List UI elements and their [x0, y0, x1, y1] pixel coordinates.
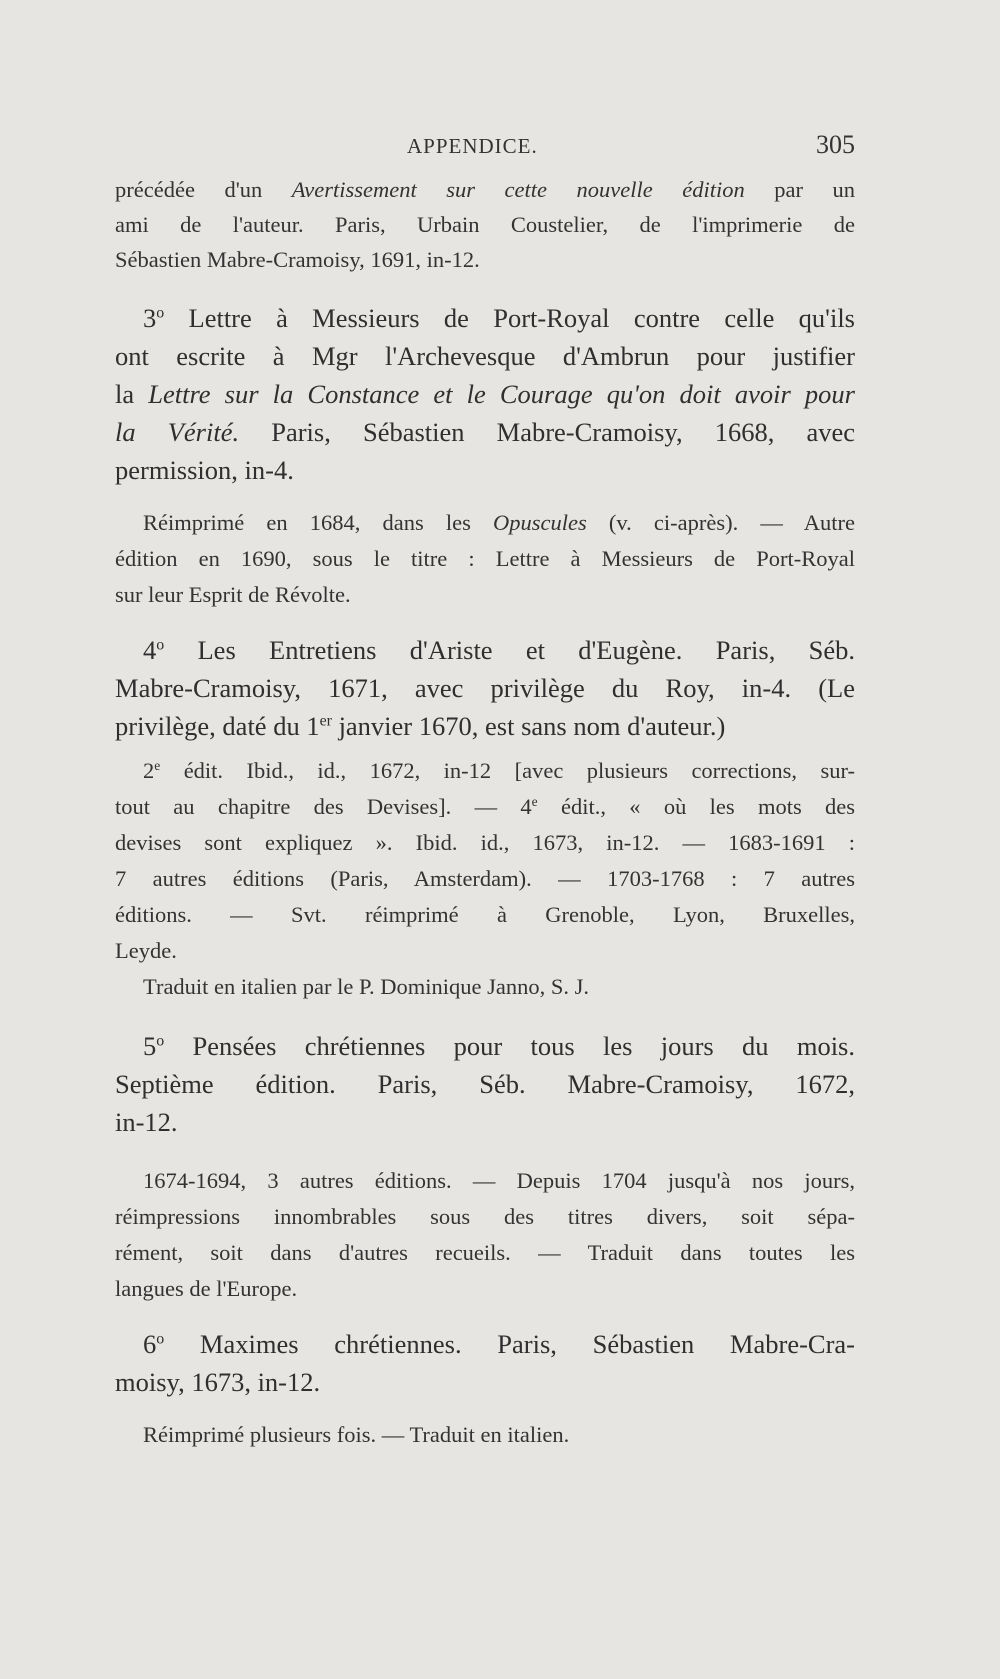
text-line: 1674-1694, 3 autres éditions. — Depuis 1704 jusqu'à nos jours, — [143, 1168, 855, 1193]
text-line — [115, 375, 855, 413]
running-head: APPENDICE. — [407, 134, 538, 158]
text-line: ont escrite à Mgr l'Archevesque d'Ambrun pour justifier — [115, 341, 855, 371]
text-span: Maximes chrétiennes. Paris, Sébastien Mabre-Cra- — [164, 1329, 855, 1359]
italic-title: Opuscules — [493, 510, 587, 535]
text-line — [115, 753, 855, 789]
spacer — [115, 613, 855, 631]
text-line: 7 autres éditions (Paris, Amsterdam). — 1703-1768 : 7 autres — [115, 866, 855, 891]
entry-4 — [115, 631, 855, 745]
text-span: Lettre à Messieurs de Port-Royal contre celle qu'ils — [164, 303, 855, 333]
italic-title: la Vérité. — [115, 417, 240, 447]
text-line: ami de l'auteur. Paris, Urbain Coustelier, de l'imprimerie de — [115, 212, 855, 237]
entry-5 — [115, 1027, 855, 1141]
text-span: tout au chapitre des Devises]. — 4 — [115, 794, 532, 819]
page-header — [115, 128, 855, 168]
superscript: e — [531, 793, 538, 809]
italic-title: Lettre sur la Constance et le Courage qu'on doit avoir pour — [148, 379, 855, 409]
text-span: privilège, daté du 1 — [115, 711, 320, 741]
text-line: devises sont expliquez ». Ibid. id., 1673, in-12. — 1683-1691 : — [115, 830, 855, 855]
text-span: la — [115, 379, 149, 409]
note-entry-4 — [115, 753, 855, 1005]
text-line: sur leur Esprit de Révolte. — [115, 582, 351, 607]
text-line: langues de l'Europe. — [115, 1276, 298, 1301]
text-line — [115, 789, 855, 825]
text-span: janvier 1670, est sans nom d'auteur.) — [331, 711, 726, 741]
text-span: édit. Ibid., id., 1672, in-12 [avec plusieurs corrections, sur- — [160, 758, 855, 783]
text-line: Leyde. — [115, 938, 177, 963]
text-span: par un — [744, 177, 855, 202]
superscript: e — [154, 757, 161, 773]
note-entry-6 — [115, 1417, 855, 1453]
text-line — [115, 631, 855, 669]
text-line — [115, 707, 855, 745]
text-line: Septième édition. Paris, Séb. Mabre-Cramoisy, 1672, — [115, 1069, 855, 1099]
text-span: Les Entretiens d'Ariste et d'Eugène. Paris, Séb. — [164, 635, 855, 665]
text-line: rément, soit dans d'autres recueils. — Traduit dans toutes les — [115, 1240, 855, 1265]
entry-3 — [115, 299, 855, 489]
spacer — [115, 1005, 855, 1027]
text-line: réimpressions innombrables sous des titres divers, soit sépa- — [115, 1204, 855, 1229]
text-line: in-12. — [115, 1107, 178, 1137]
text-span: précédée d'un — [115, 177, 292, 202]
text-line: Mabre-Cramoisy, 1671, avec privilège du Roy, in-4. (Le — [115, 673, 855, 703]
text-line — [115, 299, 855, 337]
superscript: o — [156, 1330, 165, 1348]
spacer — [115, 489, 855, 505]
superscript: o — [156, 636, 165, 654]
entry-number: 4 — [143, 635, 157, 665]
edition-number: 2 — [143, 758, 155, 783]
spacer — [115, 277, 855, 299]
entry-6 — [115, 1325, 855, 1401]
spacer — [115, 745, 855, 753]
page-number: 305 — [816, 130, 855, 159]
superscript: o — [156, 1032, 165, 1050]
entry-number: 3 — [143, 303, 157, 333]
superscript: er — [319, 712, 332, 730]
text-span: (v. ci-après). — Autre — [586, 510, 855, 535]
entry-number: 6 — [143, 1329, 157, 1359]
superscript: o — [156, 304, 165, 322]
paragraph-continuation — [115, 172, 855, 277]
text-span: Paris, Sébastien Mabre-Cramoisy, 1668, avec — [239, 417, 855, 447]
note-entry-5 — [115, 1163, 855, 1307]
spacer — [115, 1141, 855, 1163]
page-body — [115, 172, 855, 1453]
text-line: Sébastien Mabre-Cramoisy, 1691, in-12. — [115, 247, 480, 272]
spacer — [115, 1307, 855, 1325]
spacer — [115, 1401, 855, 1417]
text-line — [115, 413, 855, 451]
text-line: éditions. — Svt. réimprimé à Grenoble, Lyon, Bruxelles, — [115, 902, 855, 927]
text-line: Traduit en italien par le P. Dominique Janno, S. J. — [143, 974, 590, 999]
text-line — [115, 1027, 855, 1065]
italic-title: Avertissement sur cette nouvelle édition — [291, 177, 745, 202]
text-line: moisy, 1673, in-12. — [115, 1367, 321, 1397]
text-line: Réimprimé plusieurs fois. — Traduit en italien. — [143, 1422, 570, 1447]
text-line — [115, 172, 855, 207]
entry-number: 5 — [143, 1031, 157, 1061]
text-span: Réimprimé en 1684, dans les — [143, 510, 493, 535]
text-line: édition en 1690, sous le titre : Lettre à Messieurs de Port-Royal — [115, 546, 855, 571]
note-entry-3 — [115, 505, 855, 613]
text-span: Pensées chrétiennes pour tous les jours du mois. — [164, 1031, 855, 1061]
text-line — [115, 505, 855, 541]
text-line: permission, in-4. — [115, 455, 294, 485]
text-span: édit., « où les mots des — [537, 794, 855, 819]
text-line — [115, 1325, 855, 1363]
